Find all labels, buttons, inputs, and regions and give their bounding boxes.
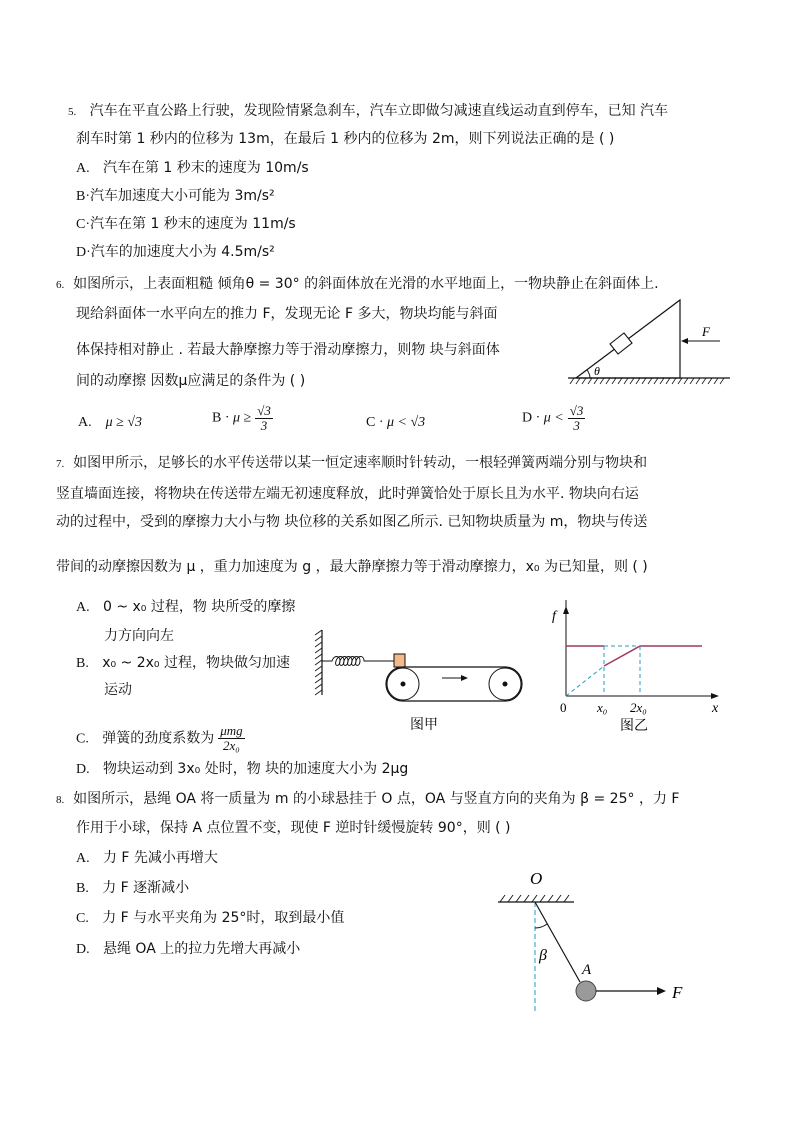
ceiling-hatching — [500, 895, 569, 902]
q7-line-2: 竖直墙面连接，将物块在传送带左端无初速度释放，此时弹簧恰处于原长且为水平. 物块向右运 — [56, 486, 639, 502]
angle-label: θ — [594, 364, 600, 378]
q6-stem-text: 如图所示，上表面粗糙 倾角θ = 30° 的斜面体放在光滑的水平地面上，一物块静止在斜面体上. — [73, 276, 659, 292]
force-label: F — [702, 324, 710, 339]
block — [394, 654, 405, 667]
q7-line-3: 动的过程中，受到的摩擦力大小与物 块位移的关系如图乙所示. 已知物块质量为 m，物块与传送 — [56, 514, 648, 530]
figure-b-caption: 图乙 — [620, 719, 648, 734]
q5-line-1 — [68, 102, 668, 121]
q8-line-1 — [56, 790, 679, 809]
q7-option-b[interactable]: B. x₀ ~ 2x₀ 过程，物块做匀加速 — [76, 655, 290, 671]
force-arrowhead — [681, 338, 688, 344]
beta-label: β — [539, 947, 547, 964]
q6-option-d[interactable]: D · μ < $\frac{√3}{3}$ — [522, 403, 584, 433]
point-o-label: O — [530, 869, 543, 888]
q5-option-d[interactable]: D·汽车的加速度大小为 4.5m/s² — [76, 244, 275, 260]
q8-option-c[interactable]: C. 力 F 与水平夹角为 25°时，取到最小值 — [76, 910, 345, 926]
q8-option-d[interactable]: D. 悬绳 OA 上的拉力先增大再减小 — [76, 941, 301, 957]
q5-option-b[interactable]: B·汽车加速度大小可能为 3m/s² — [76, 188, 275, 204]
q7-stem-text: 如图甲所示，足够长的水平传送带以某一恒定速率顺时针转动，一根轻弹簧两端分别与物块和 — [73, 455, 648, 471]
q8-option-a[interactable]: A. 力 F 先减小再增大 — [76, 850, 218, 866]
q6-option-a[interactable]: A. μ ≥ √3 — [78, 415, 143, 430]
x-axis-label: x — [712, 701, 719, 716]
tick-0: 0 — [560, 700, 567, 715]
conveyor-belt — [386, 667, 522, 701]
wall-hatching — [315, 630, 322, 695]
ground-hatching — [570, 378, 724, 384]
question-number: 5. — [68, 106, 77, 118]
q6-line-1 — [56, 275, 659, 294]
q6-line-2: 现给斜面体一水平向左的推力 F，发现无论 F 多大，物块均能与斜面 — [76, 306, 498, 322]
y-axis-label: f — [552, 609, 556, 624]
q6-option-c[interactable]: C · μ < √3 — [366, 415, 426, 430]
q5-option-c[interactable]: C·汽车在第 1 秒末的速度为 11m/s — [76, 216, 296, 232]
q5-stem-text: 汽车在平直公路上行驶，发现险情紧急刹车，汽车立即做匀减速直线运动直到停车，已知 汽车 — [89, 103, 669, 119]
incline-figure — [560, 296, 740, 386]
q7-option-a-cont: 力方向向左 — [104, 628, 174, 644]
f-line-rising — [604, 646, 640, 666]
ball — [576, 981, 596, 1001]
q6-line-3: 体保持相对静止 . 若最大静摩擦力等于滑动摩擦力，则物 块与斜面体 — [76, 342, 500, 358]
block — [610, 333, 632, 354]
q8-line-2: 作用于小球，保持 A 点位置不变，现使 F 逆时针缓慢旋转 90°，则 ( ) — [76, 820, 511, 836]
question-number: 6. — [56, 279, 65, 291]
q5-line-2: 刹车时第 1 秒内的位移为 13m，在最后 1 秒内的位移为 2m，则下列说法正确的是 ( ) — [76, 131, 615, 147]
angle-arc — [587, 370, 590, 378]
force-label: F — [672, 983, 683, 1002]
q6-option-b[interactable]: B · μ ≥ $\frac{√3}{3}$ — [212, 403, 271, 433]
figure-a-caption: 图甲 — [410, 718, 438, 733]
friction-graph — [548, 600, 728, 740]
beta-arc — [535, 924, 547, 928]
tick-2x0: 2x₀ — [630, 700, 647, 715]
q7-option-b-cont: 运动 — [104, 682, 132, 698]
q7-option-d[interactable]: D. 物块运动到 3x₀ 处时，物 块的加速度大小为 2μg — [76, 761, 409, 777]
q7-option-c[interactable]: C. 弹簧的劲度系数为 $\frac{\text{μmg}}{\text{2x₀}}$ — [76, 723, 243, 753]
conveyor-figure — [310, 625, 535, 740]
q8-option-b[interactable]: B. 力 F 逐渐减小 — [76, 880, 190, 896]
tick-x0: x₀ — [597, 700, 608, 715]
question-number: 7. — [56, 458, 65, 470]
rope-oa — [535, 902, 580, 982]
spring — [322, 657, 394, 666]
dashed-extension — [566, 666, 604, 696]
pendulum-figure — [490, 862, 700, 1012]
q6-line-4: 间的动摩擦 因数μ应满足的条件为 ( ) — [76, 373, 306, 389]
q7-option-a[interactable]: A. 0 ~ x₀ 过程，物 块所受的摩擦 — [76, 599, 296, 615]
question-number: 8. — [56, 794, 65, 806]
q5-option-a[interactable]: A. 汽车在第 1 秒末的速度为 10m/s — [76, 160, 309, 176]
q7-line-1 — [56, 454, 647, 473]
point-a-label: A — [582, 962, 592, 978]
q8-stem-text: 如图所示，悬绳 OA 将一质量为 m 的小球悬挂于 O 点，OA 与竖直方向的夹角为 β = 25° ，力 F — [73, 791, 680, 807]
q7-line-4: 带间的动摩擦因数为 μ ，重力加速度为 g ，最大静摩擦力等于滑动摩擦力，x₀ 为已知量，则 ( ) — [56, 559, 648, 575]
